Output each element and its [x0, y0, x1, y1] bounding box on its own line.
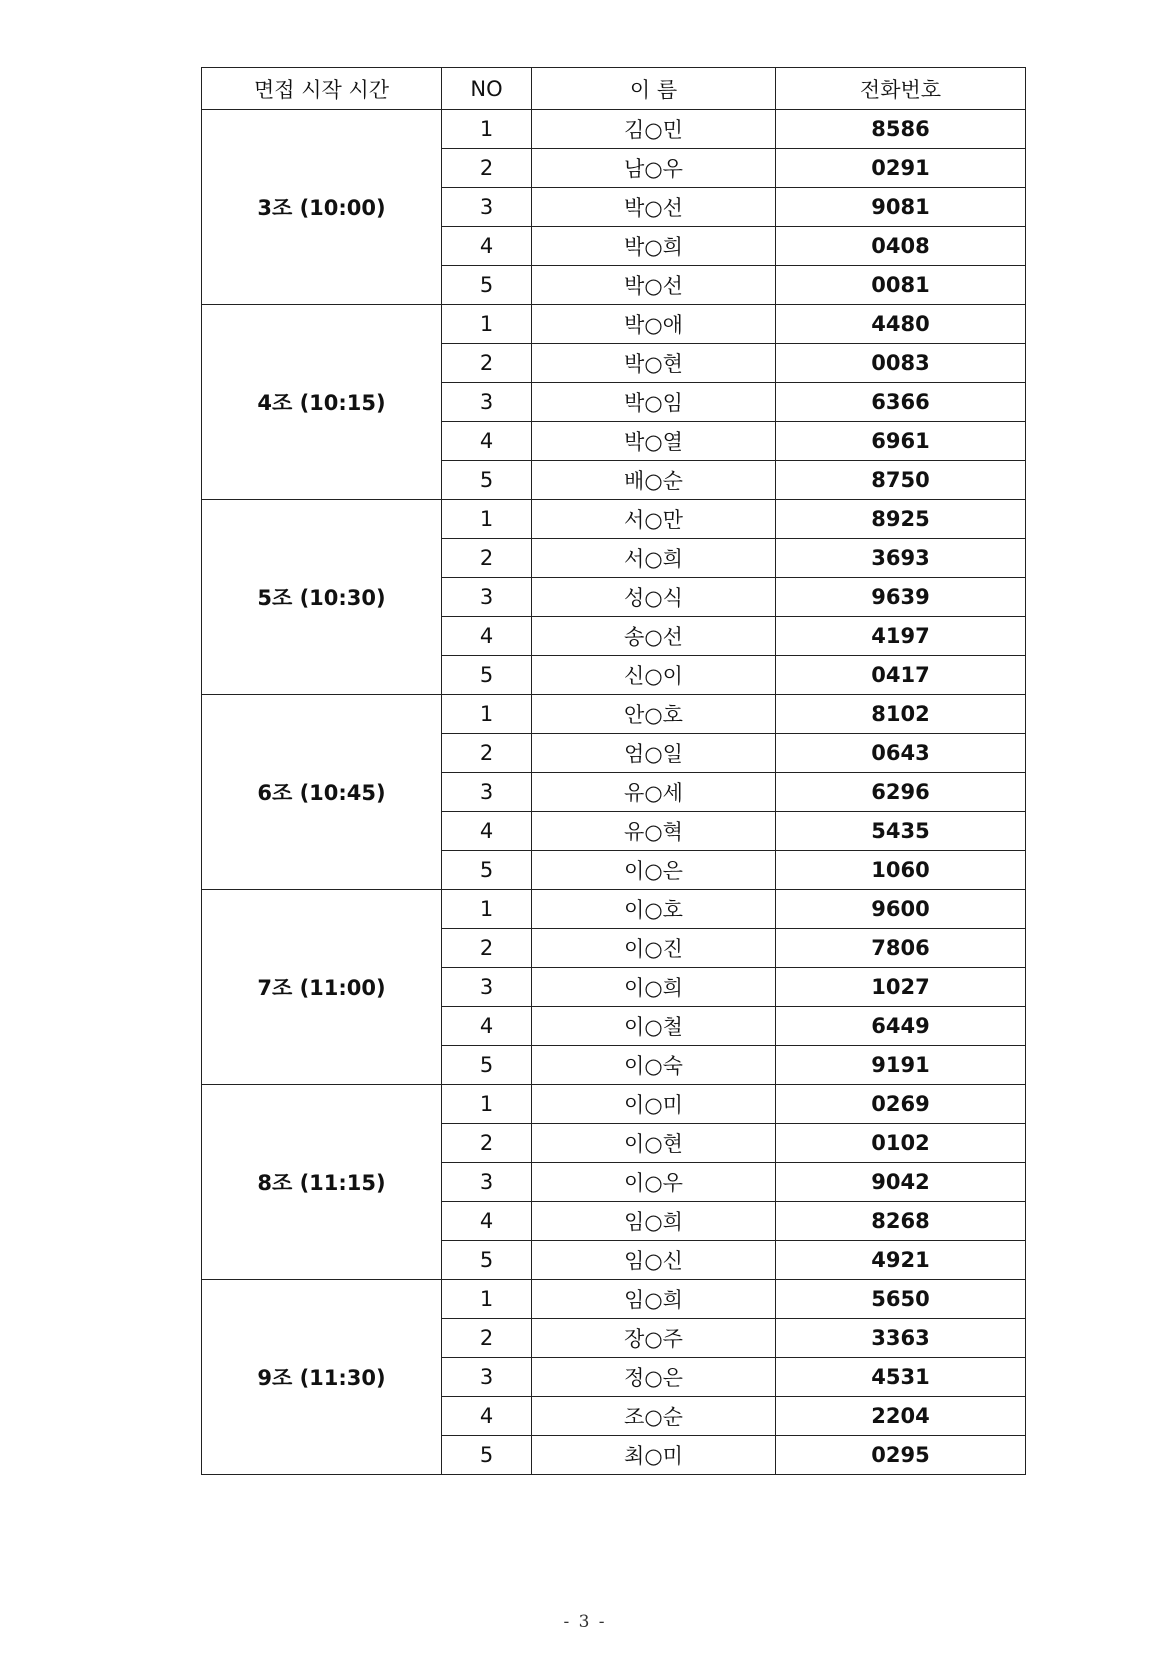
row-number-cell: 5: [442, 266, 532, 305]
phone-number-cell: 1027: [776, 968, 1026, 1007]
applicant-name-cell: 유○혁: [532, 812, 776, 851]
applicant-name-cell: 박○열: [532, 422, 776, 461]
phone-number-cell: 4480: [776, 305, 1026, 344]
row-number-cell: 3: [442, 188, 532, 227]
phone-number-cell: 3693: [776, 539, 1026, 578]
applicant-name-cell: 박○현: [532, 344, 776, 383]
applicant-name-cell: 신○이: [532, 656, 776, 695]
table-row: [202, 695, 1026, 734]
row-number-cell: 4: [442, 617, 532, 656]
header-row: [202, 68, 1026, 110]
phone-number-cell: 0081: [776, 266, 1026, 305]
applicant-name-cell: 이○철: [532, 1007, 776, 1046]
applicant-name-cell: 정○은: [532, 1358, 776, 1397]
phone-number-cell: 8268: [776, 1202, 1026, 1241]
phone-number-cell: 0083: [776, 344, 1026, 383]
table-row: [202, 1280, 1026, 1319]
row-number-cell: 5: [442, 1436, 532, 1475]
phone-number-cell: 0291: [776, 149, 1026, 188]
phone-number-cell: 5650: [776, 1280, 1026, 1319]
row-number-cell: 2: [442, 734, 532, 773]
header-phone: 전화번호: [776, 68, 1026, 110]
phone-number-cell: 0102: [776, 1124, 1026, 1163]
table-row: [202, 305, 1026, 344]
applicant-name-cell: 이○현: [532, 1124, 776, 1163]
row-number-cell: 1: [442, 695, 532, 734]
row-number-cell: 4: [442, 1007, 532, 1046]
phone-number-cell: 2204: [776, 1397, 1026, 1436]
applicant-name-cell: 임○희: [532, 1280, 776, 1319]
table-row: [202, 890, 1026, 929]
applicant-name-cell: 김○민: [532, 110, 776, 149]
group-time-cell: 9조 (11:30): [202, 1280, 442, 1475]
row-number-cell: 2: [442, 149, 532, 188]
phone-number-cell: 0643: [776, 734, 1026, 773]
row-number-cell: 3: [442, 1163, 532, 1202]
table-row: [202, 1085, 1026, 1124]
applicant-name-cell: 이○미: [532, 1085, 776, 1124]
row-number-cell: 5: [442, 656, 532, 695]
applicant-name-cell: 안○호: [532, 695, 776, 734]
phone-number-cell: 8925: [776, 500, 1026, 539]
phone-number-cell: 9042: [776, 1163, 1026, 1202]
phone-number-cell: 9639: [776, 578, 1026, 617]
phone-number-cell: 0269: [776, 1085, 1026, 1124]
row-number-cell: 5: [442, 1241, 532, 1280]
applicant-name-cell: 이○호: [532, 890, 776, 929]
group-time-cell: 3조 (10:00): [202, 110, 442, 305]
row-number-cell: 3: [442, 578, 532, 617]
row-number-cell: 1: [442, 110, 532, 149]
group-time-cell: 5조 (10:30): [202, 500, 442, 695]
phone-number-cell: 9081: [776, 188, 1026, 227]
group-time-cell: 4조 (10:15): [202, 305, 442, 500]
phone-number-cell: 3363: [776, 1319, 1026, 1358]
row-number-cell: 1: [442, 305, 532, 344]
phone-number-cell: 7806: [776, 929, 1026, 968]
page-number: - 3 -: [563, 1612, 607, 1632]
phone-number-cell: 6961: [776, 422, 1026, 461]
group-time-cell: 8조 (11:15): [202, 1085, 442, 1280]
header-no: NO: [442, 68, 532, 110]
applicant-name-cell: 이○진: [532, 929, 776, 968]
row-number-cell: 4: [442, 422, 532, 461]
applicant-name-cell: 이○희: [532, 968, 776, 1007]
row-number-cell: 1: [442, 1085, 532, 1124]
applicant-name-cell: 박○희: [532, 227, 776, 266]
group-time-cell: 7조 (11:00): [202, 890, 442, 1085]
applicant-name-cell: 박○선: [532, 266, 776, 305]
row-number-cell: 5: [442, 461, 532, 500]
applicant-name-cell: 박○선: [532, 188, 776, 227]
header-name: 이 름: [532, 68, 776, 110]
phone-number-cell: 8102: [776, 695, 1026, 734]
phone-number-cell: 6366: [776, 383, 1026, 422]
applicant-name-cell: 서○만: [532, 500, 776, 539]
applicant-name-cell: 서○희: [532, 539, 776, 578]
phone-number-cell: 0295: [776, 1436, 1026, 1475]
phone-number-cell: 0408: [776, 227, 1026, 266]
phone-number-cell: 9191: [776, 1046, 1026, 1085]
interview-schedule-table: [201, 67, 1026, 1475]
applicant-name-cell: 엄○일: [532, 734, 776, 773]
row-number-cell: 4: [442, 1202, 532, 1241]
row-number-cell: 2: [442, 929, 532, 968]
row-number-cell: 4: [442, 812, 532, 851]
row-number-cell: 1: [442, 500, 532, 539]
phone-number-cell: 5435: [776, 812, 1026, 851]
table-row: [202, 110, 1026, 149]
phone-number-cell: 8750: [776, 461, 1026, 500]
phone-number-cell: 8586: [776, 110, 1026, 149]
row-number-cell: 5: [442, 851, 532, 890]
table-row: [202, 500, 1026, 539]
group-time-cell: 6조 (10:45): [202, 695, 442, 890]
applicant-name-cell: 임○신: [532, 1241, 776, 1280]
applicant-name-cell: 송○선: [532, 617, 776, 656]
row-number-cell: 5: [442, 1046, 532, 1085]
row-number-cell: 2: [442, 539, 532, 578]
applicant-name-cell: 성○식: [532, 578, 776, 617]
applicant-name-cell: 이○은: [532, 851, 776, 890]
row-number-cell: 3: [442, 773, 532, 812]
row-number-cell: 1: [442, 1280, 532, 1319]
row-number-cell: 2: [442, 344, 532, 383]
phone-number-cell: 4531: [776, 1358, 1026, 1397]
applicant-name-cell: 장○주: [532, 1319, 776, 1358]
applicant-name-cell: 조○순: [532, 1397, 776, 1436]
phone-number-cell: 9600: [776, 890, 1026, 929]
row-number-cell: 4: [442, 1397, 532, 1436]
row-number-cell: 3: [442, 383, 532, 422]
applicant-name-cell: 이○숙: [532, 1046, 776, 1085]
phone-number-cell: 6296: [776, 773, 1026, 812]
applicant-name-cell: 박○임: [532, 383, 776, 422]
header-start-time: 면접 시작 시간: [202, 68, 442, 110]
row-number-cell: 3: [442, 968, 532, 1007]
applicant-name-cell: 유○세: [532, 773, 776, 812]
phone-number-cell: 1060: [776, 851, 1026, 890]
phone-number-cell: 4197: [776, 617, 1026, 656]
applicant-name-cell: 배○순: [532, 461, 776, 500]
applicant-name-cell: 임○희: [532, 1202, 776, 1241]
row-number-cell: 3: [442, 1358, 532, 1397]
table-header: [202, 68, 1026, 110]
applicant-name-cell: 이○우: [532, 1163, 776, 1202]
applicant-name-cell: 박○애: [532, 305, 776, 344]
row-number-cell: 1: [442, 890, 532, 929]
phone-number-cell: 6449: [776, 1007, 1026, 1046]
phone-number-cell: 0417: [776, 656, 1026, 695]
row-number-cell: 4: [442, 227, 532, 266]
row-number-cell: 2: [442, 1124, 532, 1163]
table-body: [202, 110, 1026, 1475]
row-number-cell: 2: [442, 1319, 532, 1358]
applicant-name-cell: 남○우: [532, 149, 776, 188]
phone-number-cell: 4921: [776, 1241, 1026, 1280]
applicant-name-cell: 최○미: [532, 1436, 776, 1475]
